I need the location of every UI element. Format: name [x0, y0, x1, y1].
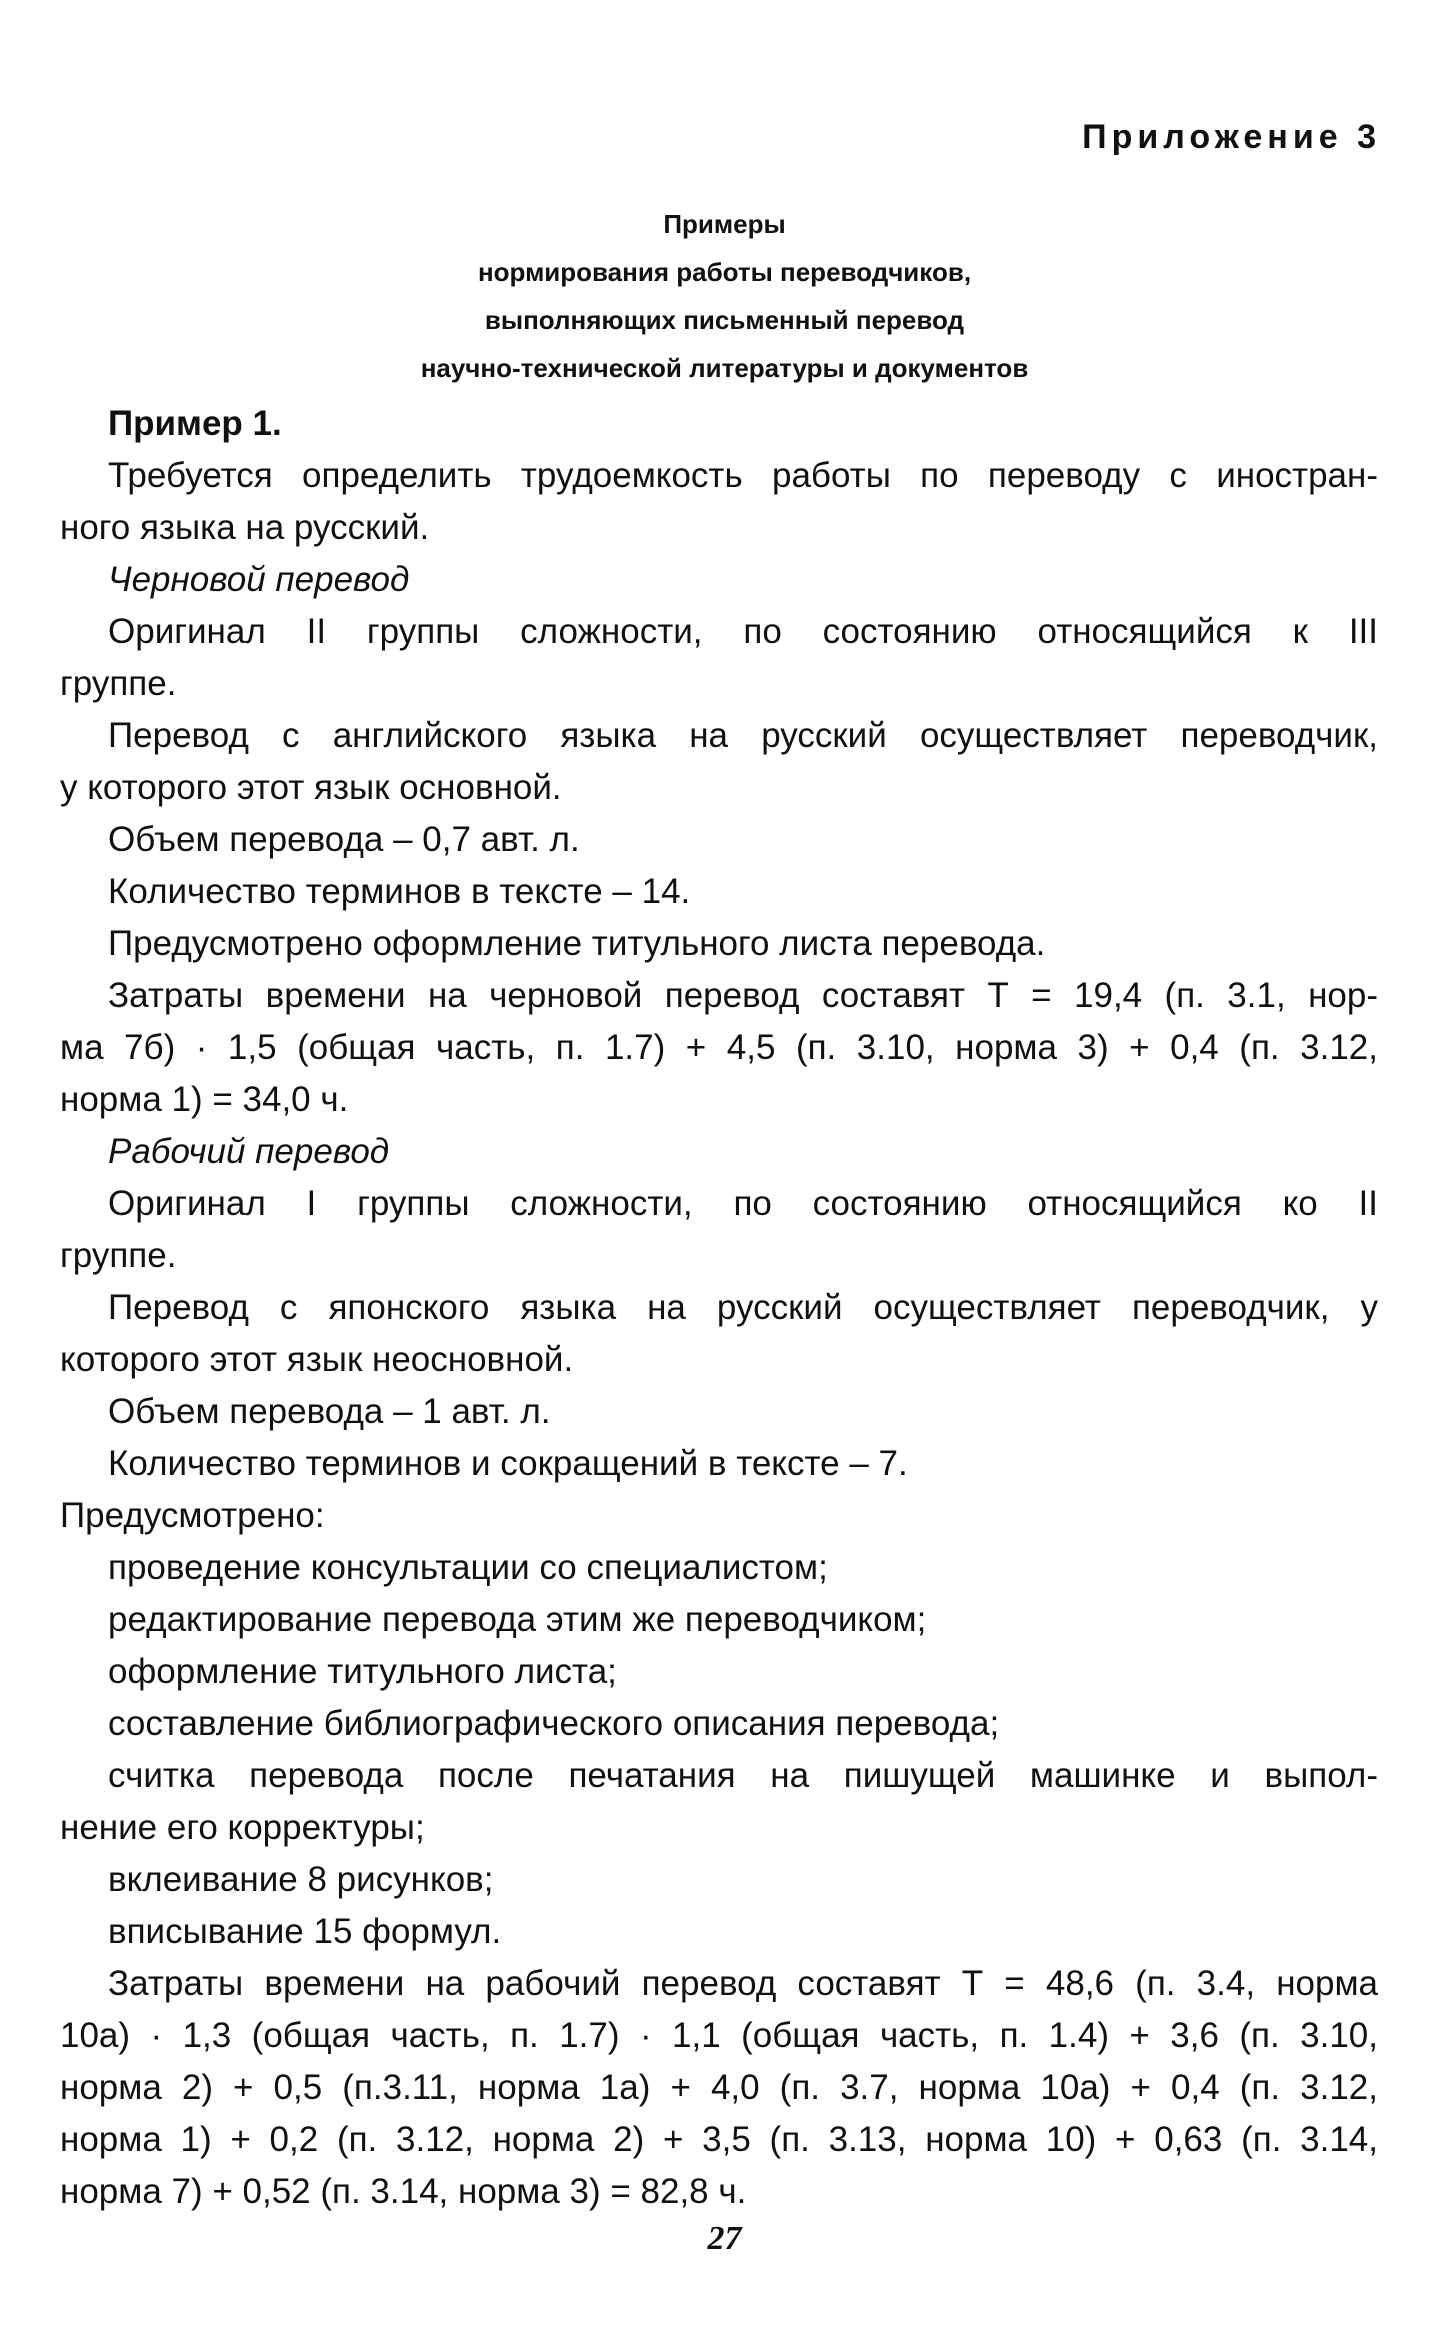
- formula-line: норма 2) + 0,5 (п.3.11, норма 1а) + 4,0 (п. 3.7, норма 10а) + 0,4 (п. 3.12,: [60, 2068, 1378, 2107]
- list-item: составление библиографического описания перевода;: [108, 1704, 1000, 1743]
- formula-line: норма 1) = 34,0 ч.: [60, 1080, 349, 1119]
- list-item: считка перевода после печатания на пишущей машинке и выпол-: [108, 1756, 1378, 1795]
- subheading-draft: Черновой перевод: [108, 560, 410, 599]
- paragraph-line: которого этот язык неосновной.: [60, 1340, 574, 1379]
- paragraph-line: Предусмотрено оформление титульного листа перевода.: [108, 924, 1046, 963]
- formula-line: ма 7б) · 1,5 (общая часть, п. 1.7) + 4,5 (п. 3.10, норма 3) + 0,4 (п. 3.12,: [60, 1028, 1378, 1067]
- paragraph-line: Объем перевода – 0,7 авт. л.: [108, 820, 580, 859]
- list-item: нение его корректуры;: [60, 1808, 425, 1847]
- paragraph-line: Требуется определить трудоемкость работы по переводу с иностран-: [108, 456, 1378, 495]
- heading-line: нормирования работы переводчиков,: [477, 257, 972, 287]
- list-item: вклеивание 8 рисунков;: [108, 1860, 494, 1899]
- list-item: проведение консультации со специалистом;: [108, 1548, 828, 1587]
- list-item: оформление титульного листа;: [108, 1652, 617, 1691]
- paragraph-line: Оригинал II группы сложности, по состоянию относящийся к III: [108, 612, 1378, 651]
- heading-line: Примеры: [663, 209, 786, 239]
- paragraph-line: Количество терминов и сокращений в тексте – 7.: [108, 1444, 908, 1483]
- paragraph-line: Количество терминов в тексте – 14.: [108, 872, 691, 911]
- paragraph-line: Объем перевода – 1 авт. л.: [108, 1392, 551, 1431]
- paragraph-line: Перевод с японского языка на русский осуществляет переводчик, у: [108, 1288, 1378, 1327]
- formula-line: норма 1) + 0,2 (п. 3.12, норма 2) + 3,5 (п. 3.13, норма 10) + 0,63 (п. 3.14,: [60, 2120, 1378, 2159]
- formula-line: Затраты времени на рабочий перевод составят Т = 48,6 (п. 3.4, норма: [108, 1964, 1378, 2003]
- paragraph-line: группе.: [60, 1236, 177, 1275]
- paragraph-line: Перевод с английского языка на русский осуществляет переводчик,: [108, 716, 1378, 755]
- example-title: Пример 1.: [108, 404, 282, 443]
- body-text: [0, 398, 1449, 2218]
- paragraph-line: ного языка на русский.: [60, 508, 430, 547]
- list-item: вписывание 15 формул.: [108, 1912, 502, 1951]
- paragraph-line: Оригинал I группы сложности, по состоянию относящийся ко II: [108, 1184, 1378, 1223]
- page-number: 27: [707, 2220, 742, 2257]
- formula-line: Затраты времени на черновой перевод составят Т = 19,4 (п. 3.1, нор-: [108, 976, 1378, 1015]
- formula-line: 10а) · 1,3 (общая часть, п. 1.7) · 1,1 (общая часть, п. 1.4) + 3,6 (п. 3.10,: [60, 2016, 1378, 2055]
- list-item: редактирование перевода этим же переводчиком;: [108, 1600, 927, 1639]
- subheading-working: Рабочий перевод: [108, 1132, 390, 1171]
- appendix-label: Приложение 3: [1082, 118, 1381, 156]
- paragraph-line: Предусмотрено:: [60, 1496, 325, 1535]
- heading-line: выполняющих письменный перевод: [484, 305, 965, 335]
- formula-line: норма 7) + 0,52 (п. 3.14, норма 3) = 82,8 ч.: [60, 2172, 747, 2211]
- paragraph-line: группе.: [60, 664, 177, 703]
- paragraph-line: у которого этот язык основной.: [60, 768, 562, 807]
- section-heading: [0, 200, 1449, 392]
- heading-line: научно-технической литературы и документов: [420, 353, 1029, 383]
